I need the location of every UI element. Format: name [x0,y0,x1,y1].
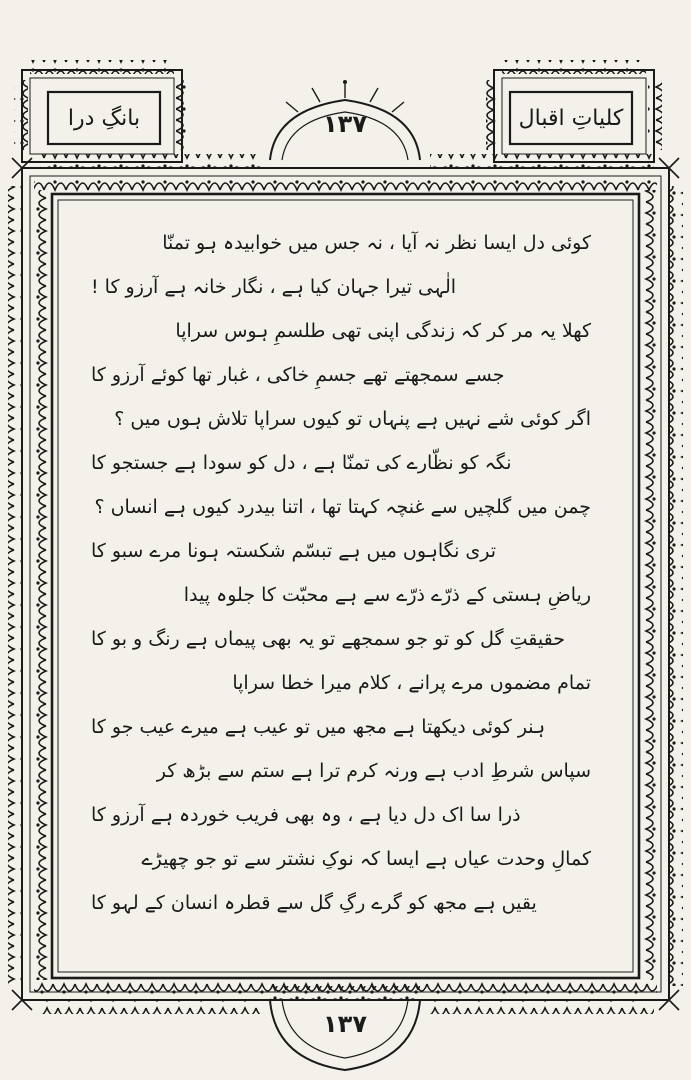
book-title: بانگِ درا [67,105,141,131]
verse-line: اگر کوئی شے نہیں ہے پنہاں تو کیوں سراپا تلاش ہوں میں ؟ [114,408,591,430]
page-number-top: ۱۳۷ [323,110,367,138]
verse-line: حقیقتِ گل کو تو جو سمجھے تو یہ بھی پیماں ہے رنگ و بو کا [91,628,565,650]
verse-line: یقیں ہے مجھ کو گرے رگِ گل سے قطرہ انسان کے لہو کا [91,892,537,914]
verse-line: کمالِ وحدت عیاں ہے ایسا کہ نوکِ نشتر سے تو جو چھیڑے [141,848,591,870]
page-number-bottom: ۱۳۷ [323,1010,367,1038]
verse-line: کھلا یہ مر کر کہ زندگی اپنی تھی طلسمِ ہوس سراپا [175,320,591,342]
poem-body [58,200,633,970]
verse-line: سپاس شرطِ ادب ہے ورنہ کرم ترا ہے ستم سے بڑھ کر [156,760,591,782]
verse-line: ہنر کوئی دیکھتا ہے مجھ میں تو عیب ہے میرے عیب جو کا [91,716,546,738]
verse-line: ذرا سا اک دل دیا ہے ، وہ بھی فریب خوردہ ہے آرزو کا [91,804,521,826]
verse-line: تمام مضموں مرے پرانے ، کلام میرا خطا سراپا [232,672,591,694]
verse-line: چمن میں گلچیں سے غنچہ کہتا تھا ، اتنا بیدرد کیوں ہے انساں ؟ [94,496,591,518]
verse-line: ریاضِ ہستی کے ذرّے ذرّے سے ہے محبّت کا جلوہ پیدا [183,584,591,606]
series-title: کلیاتِ اقبال [518,105,624,131]
verse-line: الٰہی تیرا جہان کیا ہے ، نگار خانہ ہے آرزو کا ! [91,276,457,298]
verse-line: جسے سمجھتے تھے جسمِ خاکی ، غبار تھا کوئے آرزو کا [91,364,505,386]
verse-line: نگہ کو نظّارے کی تمنّا ہے ، دل کو سودا ہے جستجو کا [91,452,512,474]
verse-line: تری نگاہوں میں ہے تبسّم شکستہ ہونا مرے سبو کا [91,540,497,562]
verse-line: کوئی دل ایسا نظر نہ آیا ، نہ جس میں خوابیدہ ہو تمنّا [162,232,591,254]
